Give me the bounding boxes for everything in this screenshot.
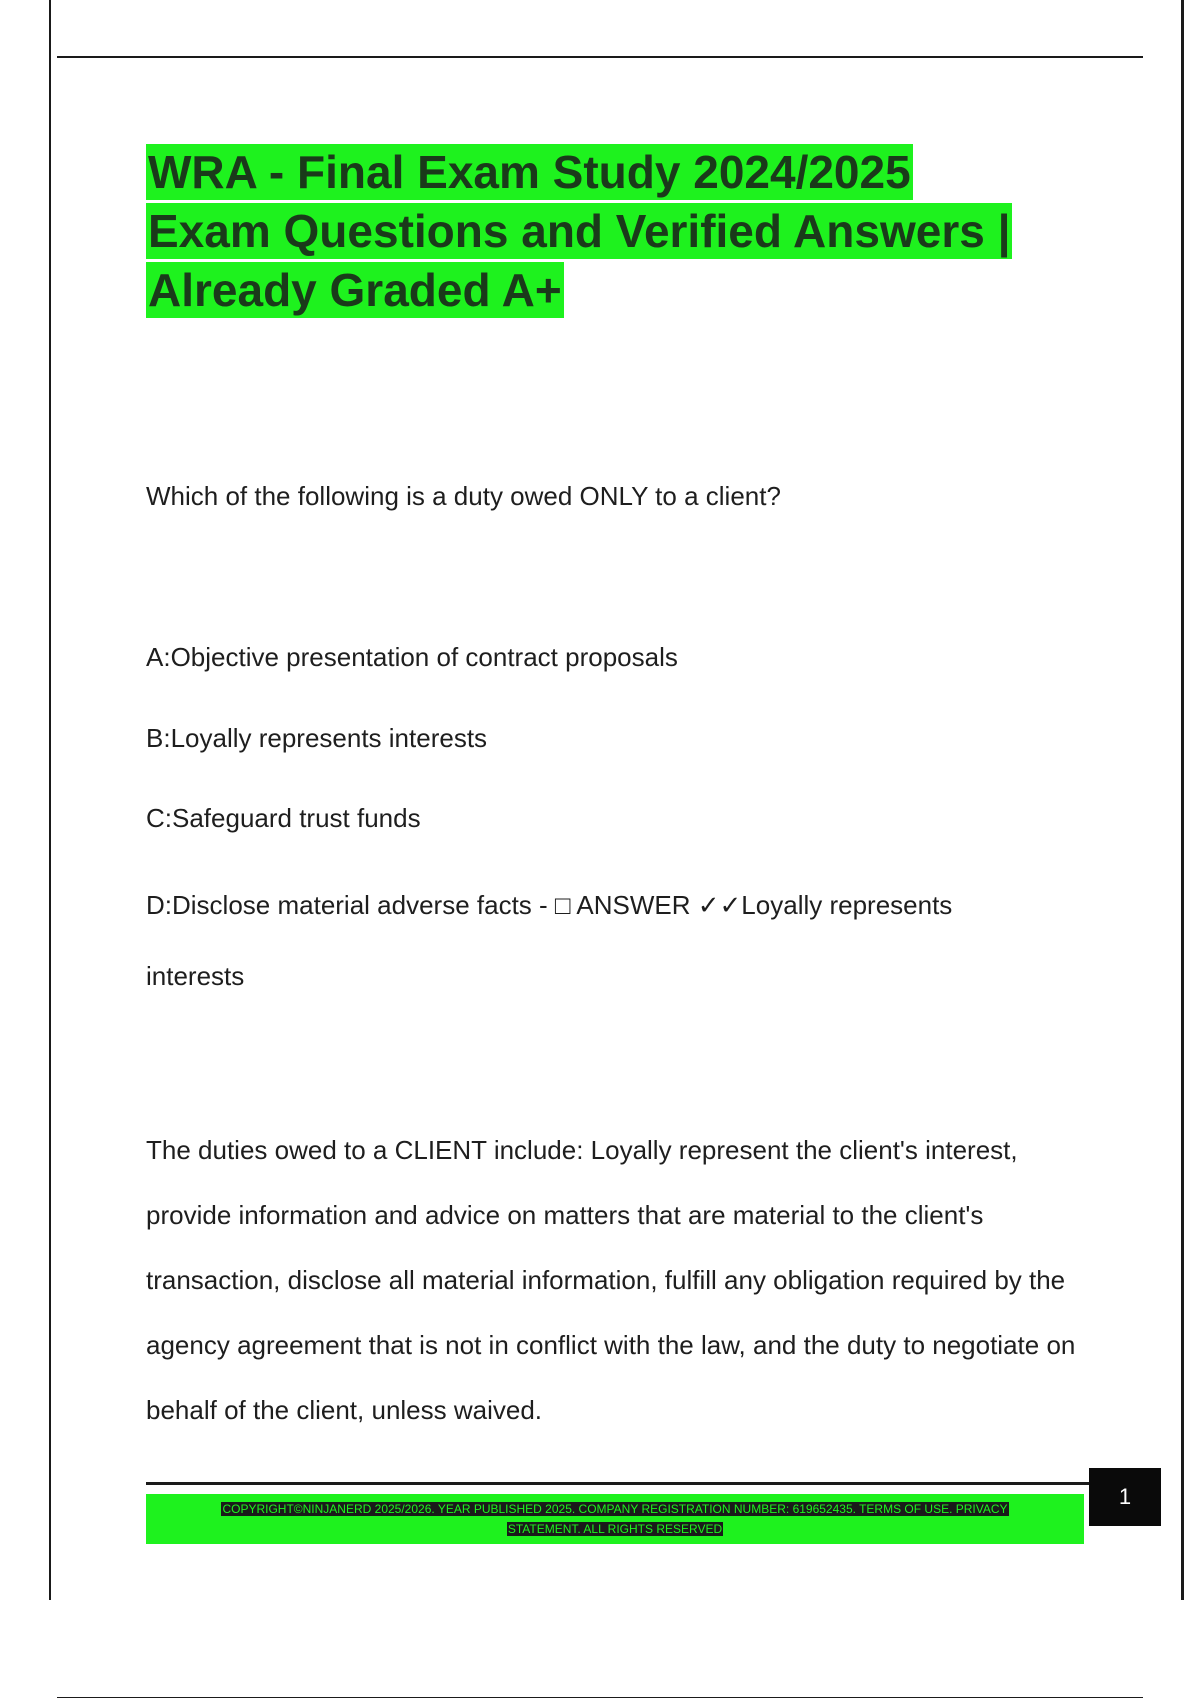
copyright-footer bbox=[146, 1494, 1084, 1544]
footer-rule bbox=[146, 1482, 1090, 1485]
top-rule bbox=[57, 56, 1143, 58]
bottom-rule bbox=[57, 1697, 1143, 1698]
title-line-2: Exam Questions and Verified Answers | bbox=[148, 205, 1011, 257]
page-number: 1 bbox=[1089, 1468, 1161, 1526]
copyright-line-1: COPYRIGHT©NINJANERD 2025/2026. YEAR PUBLISHED 2025. COMPANY REGISTRATION NUMBER: 619652435. TERMS OF USE. PRIVACY bbox=[222, 1502, 1008, 1516]
option-a: A:Objective presentation of contract proposals bbox=[146, 642, 678, 672]
option-d-answer-continued: interests bbox=[146, 961, 245, 991]
answer-explanation: The duties owed to a CLIENT include: Loyally represent the client's interest, provide information and advice on matters that are material to the client's transaction, disclose all material information, fulfill any obligation required by the agency agreement that is not in conflict with the law, and the duty to negotiate on behalf of the client, unless waived. bbox=[146, 1135, 1076, 1425]
page-right-border bbox=[1181, 0, 1184, 1600]
option-d-answer: D:Disclose material adverse facts - □ ANSWER ✓✓Loyally represents bbox=[146, 890, 953, 920]
copyright-line-2: STATEMENT. ALL RIGHTS RESERVED bbox=[507, 1522, 723, 1536]
question-text: Which of the following is a duty owed ONLY to a client? bbox=[146, 481, 781, 511]
document-title bbox=[146, 143, 1106, 320]
title-line-1: WRA - Final Exam Study 2024/2025 bbox=[148, 146, 911, 198]
page-left-border bbox=[49, 0, 51, 1600]
option-c: C:Safeguard trust funds bbox=[146, 803, 421, 833]
title-line-3: Already Graded A+ bbox=[148, 264, 562, 316]
option-b: B:Loyally represents interests bbox=[146, 723, 488, 753]
